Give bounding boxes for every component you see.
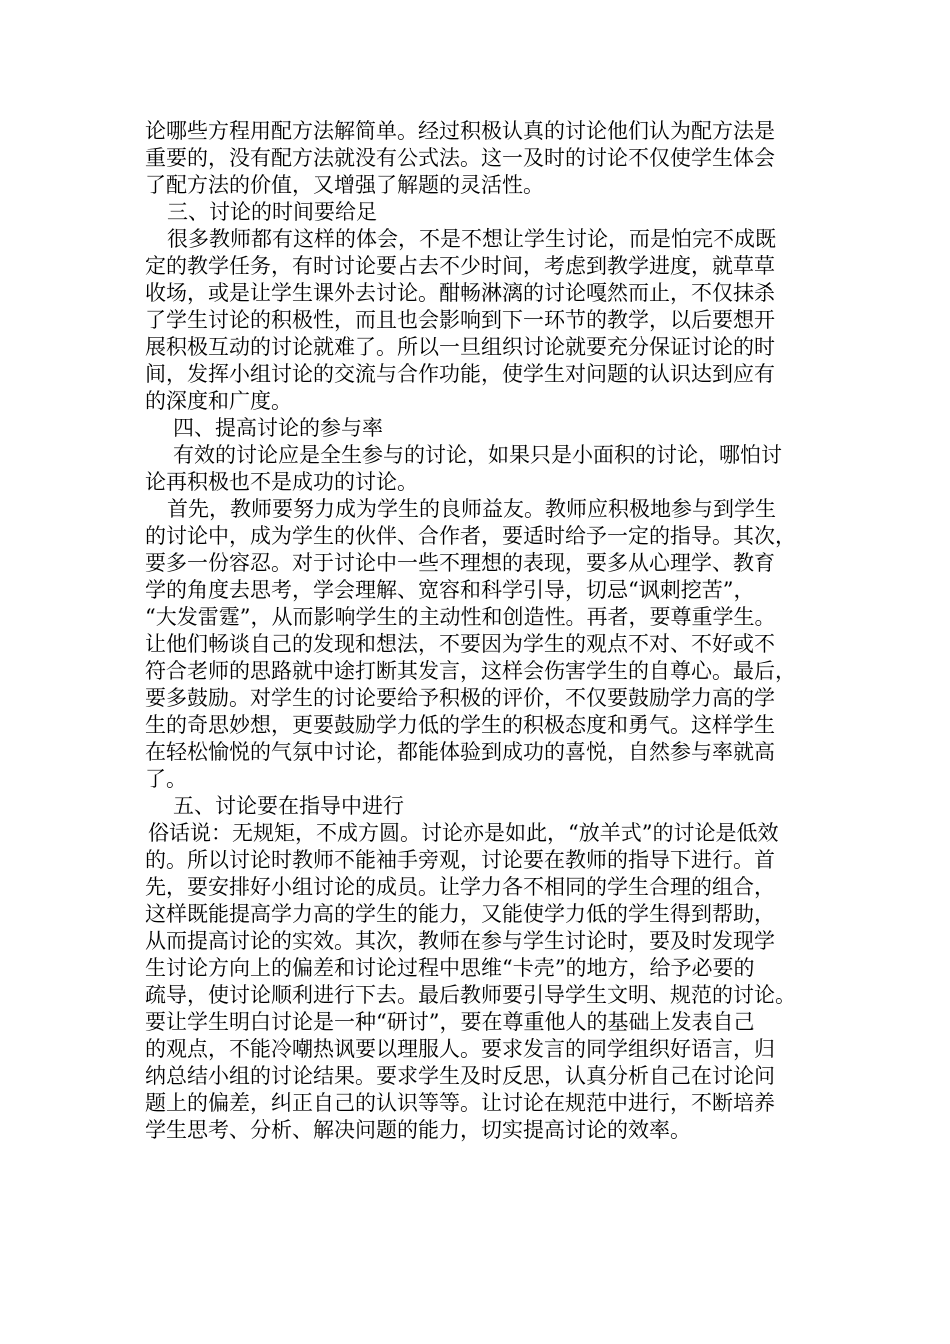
section-heading-5: 五、讨论要在指导中进行 [173,794,404,818]
text-line: 很多教师都有这样的体会，不是不想让学生讨论，而是怕完不成既 [167,227,776,251]
text-line: 展积极互动的讨论就难了。所以一旦组织讨论就要充分保证讨论的时 [145,335,775,359]
text-line: 要多鼓励。对学生的讨论要给予积极的评价，不仅要鼓励学力高的学 [145,686,775,710]
text-line: 收场，或是让学生课外去讨论。酣畅淋漓的讨论嘎然而止，不仅抹杀 [145,281,775,305]
text-line: 疏导，使讨论顺利进行下去。最后教师要引导学生文明、规范的讨论。 [145,983,796,1007]
text-line: 让他们畅谈自己的发现和想法，不要因为学生的观点不对、不好或不 [145,632,775,656]
section-heading-4: 四、提高讨论的参与率 [173,416,383,440]
text-line: 的讨论中，成为学生的伙伴、合作者，要适时给予一定的指导。其次， [145,524,796,548]
section-heading-3: 三、讨论的时间要给足 [167,200,377,224]
text-line: 符合老师的思路就中途打断其发言，这样会伤害学生的自尊心。最后， [145,659,796,683]
text-line: 间，发挥小组讨论的交流与合作功能，使学生对问题的认识达到应有 [145,362,775,386]
text-line: 生的奇思妙想，更要鼓励学力低的学生的积极态度和勇气。这样学生 [145,713,775,737]
text-line: 的观点，不能冷嘲热讽要以理服人。要求发言的同学组织好语言，归 [145,1037,775,1061]
document-body [145,118,810,1144]
text-line: 这样既能提高学力高的学生的能力，又能使学力低的学生得到帮助， [145,902,775,926]
text-line: 论再积极也不是成功的讨论。 [145,470,418,494]
text-line: 有效的讨论应是全生参与的讨论，如果只是小面积的讨论，哪怕讨 [173,443,782,467]
text-line: 论哪些方程用配方法解简单。经过积极认真的讨论他们认为配方法是 [145,119,775,143]
text-line: 俗话说：无规矩，不成方圆。讨论亦是如此，“放羊式”的讨论是低效 [148,821,779,845]
text-line: 生讨论方向上的偏差和讨论过程中思维“卡壳”的地方，给予必要的 [145,956,755,980]
text-line: 要多一份容忍。对于讨论中一些不理想的表现，要多从心理学、教育 [145,551,775,575]
text-line: 先，要安排好小组讨论的成员。让学力各不相同的学生合理的组合， [145,875,775,899]
text-line: 重要的，没有配方法就没有公式法。这一及时的讨论不仅使学生体会 [145,146,775,170]
text-line: 在轻松愉悦的气氛中讨论，都能体验到成功的喜悦，自然参与率就高 [145,740,775,764]
text-line: 题上的偏差，纠正自己的认识等等。让讨论在规范中进行，不断培养 [145,1091,775,1115]
text-line: 从而提高讨论的实效。其次，教师在参与学生讨论时，要及时发现学 [145,929,775,953]
text-line: 首先，教师要努力成为学生的良师益友。教师应积极地参与到学生 [167,497,776,521]
text-line: 定的教学任务，有时讨论要占去不少时间，考虑到教学进度，就草草 [145,254,775,278]
text-line: 的深度和广度。 [145,389,292,413]
text-line: 要让学生明白讨论是一种“研讨”，要在尊重他人的基础上发表自己 [145,1010,755,1034]
text-line: 了。 [145,767,187,791]
text-line: 的。所以讨论时教师不能袖手旁观，讨论要在教师的指导下进行。首 [145,848,775,872]
text-line: 学的角度去思考，学会理解、宽容和科学引导，切忌“讽刺挖苦”， [145,578,755,602]
text-line: 了学生讨论的积极性，而且也会影响到下一环节的教学，以后要想开 [145,308,775,332]
text-line: 纳总结小组的讨论结果。要求学生及时反思，认真分析自己在讨论问 [145,1064,775,1088]
text-line: 学生思考、分析、解决问题的能力，切实提高讨论的效率。 [145,1118,691,1142]
text-line: “大发雷霆”，从而影响学生的主动性和创造性。再者，要尊重学生。 [145,605,776,629]
text-line: 了配方法的价值，又增强了解题的灵活性。 [145,173,544,197]
